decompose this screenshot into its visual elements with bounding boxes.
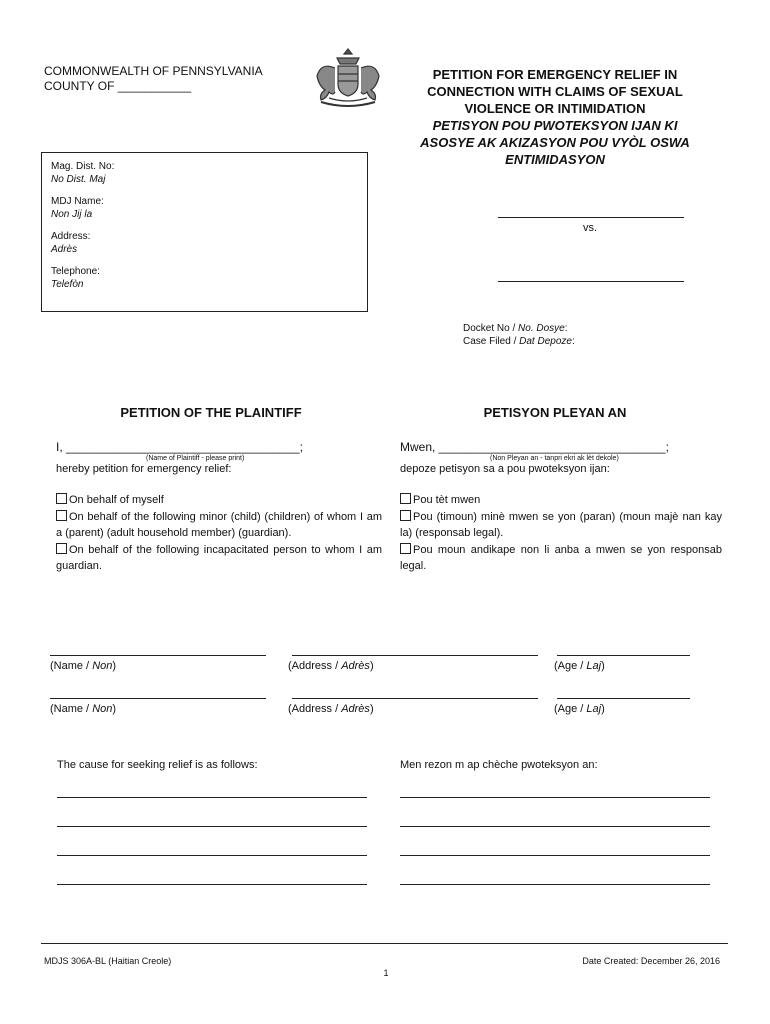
person2-age-line[interactable]: [557, 698, 690, 699]
telephone-ht: Telefòn: [51, 278, 84, 290]
address-ht: Adrès: [51, 243, 78, 255]
title-ht-3: ENTIMIDASYON: [505, 152, 605, 167]
commonwealth-label: COMMONWEALTH OF PENNSYLVANIA: [44, 64, 263, 78]
cause-line-right-3[interactable]: [400, 855, 710, 856]
right-cause: Men rezon m ap chèche pwoteksyon an:: [400, 759, 598, 771]
person1-name-label: (Name / Non): [50, 660, 117, 672]
left-opt2: On behalf of the following minor (child) (children) of whom I am a (parent) (adult household member) (guardian).: [56, 511, 382, 539]
case-filed: Case Filed / Dat Depoze:: [463, 336, 575, 347]
opt2-checkbox-ht[interactable]: [400, 510, 411, 521]
cause-line-right-2[interactable]: [400, 826, 710, 827]
left-name-hint: (Name of Plaintiff - please print): [146, 455, 245, 462]
left-name-line[interactable]: I, ___________________________________;: [56, 440, 303, 454]
right-opt1: Pou tèt mwen: [413, 494, 481, 506]
cause-line-left-3[interactable]: [57, 855, 367, 856]
right-opt2: Pou (timoun) minè mwen se yon (paran) (moun majè nan kay la) (responsab legal).: [400, 511, 722, 539]
opt1-checkbox-ht[interactable]: [400, 493, 411, 504]
person2-age-label: (Age / Laj): [554, 703, 605, 715]
cause-line-left-2[interactable]: [57, 826, 367, 827]
seal-icon: [311, 46, 385, 110]
court-info-box: [41, 152, 368, 312]
left-opt1: On behalf of myself: [69, 494, 164, 506]
date-created: Date Created: December 26, 2016: [582, 956, 720, 966]
person2-name-label: (Name / Non): [50, 703, 117, 715]
title-en-1: PETITION FOR EMERGENCY RELIEF IN: [432, 67, 678, 82]
title-ht-1: PETISYON POU PWOTEKSYON IJAN KI: [432, 118, 678, 133]
plaintiff-line[interactable]: [498, 217, 684, 218]
cause-line-right-4[interactable]: [400, 884, 710, 885]
mdj-name-ht: Non Jij la: [51, 208, 93, 220]
person2-address-label: (Address / Adrès): [288, 703, 374, 715]
opt2-checkbox[interactable]: [56, 510, 67, 521]
mag-dist-ht: No Dist. Maj: [51, 173, 106, 185]
person2-address-line[interactable]: [292, 698, 538, 699]
cause-line-left-1[interactable]: [57, 797, 367, 798]
right-petition: depoze petisyon sa a pou pwoteksyon ijan:: [400, 463, 610, 475]
county-label: COUNTY OF ___________: [44, 79, 192, 93]
left-petition: hereby petition for emergency relief:: [56, 463, 232, 475]
right-opt3: Pou moun andikape non li anba a mwen se yon responsab legal.: [400, 544, 722, 572]
person1-age-line[interactable]: [557, 655, 690, 656]
right-heading: PETISYON PLEYAN AN: [483, 405, 627, 420]
footer-rule: [41, 943, 728, 944]
mdj-name-label: MDJ Name:: [51, 196, 104, 207]
left-cause: The cause for seeking relief is as follows:: [57, 759, 258, 771]
title-ht-2: ASOSYE AK AKIZASYON POU VYÒL OSWA: [420, 135, 690, 150]
telephone-label: Telephone:: [51, 266, 100, 277]
person1-address-line[interactable]: [292, 655, 538, 656]
docket-no: Docket No / No. Dosye:: [463, 323, 568, 334]
mag-dist-label: Mag. Dist. No:: [51, 161, 115, 172]
form-id: MDJS 306A-BL (Haitian Creole): [44, 956, 172, 966]
opt3-checkbox[interactable]: [56, 543, 67, 554]
cause-line-left-4[interactable]: [57, 884, 367, 885]
person1-address-label: (Address / Adrès): [288, 660, 374, 672]
person1-name-line[interactable]: [50, 655, 266, 656]
title-en-3: VIOLENCE OR INTIMIDATION: [464, 101, 646, 116]
opt3-checkbox-ht[interactable]: [400, 543, 411, 554]
opt1-checkbox[interactable]: [56, 493, 67, 504]
right-name-hint: (Non Pleyan an - tanpri ekri ak lèt dekole): [490, 455, 619, 462]
vs-label: vs.: [583, 222, 598, 234]
left-heading: PETITION OF THE PLAINTIFF: [120, 405, 302, 420]
right-name-line[interactable]: Mwen, __________________________________;: [400, 440, 669, 454]
title-en-2: CONNECTION WITH CLAIMS OF SEXUAL: [427, 84, 683, 99]
person2-name-line[interactable]: [50, 698, 266, 699]
left-opt3: On behalf of the following incapacitated person to whom I am guardian.: [56, 544, 382, 572]
cause-line-right-1[interactable]: [400, 797, 710, 798]
page-number: 1: [383, 968, 389, 978]
person1-age-label: (Age / Laj): [554, 660, 605, 672]
address-label: Address:: [51, 231, 91, 242]
defendant-line[interactable]: [498, 281, 684, 282]
